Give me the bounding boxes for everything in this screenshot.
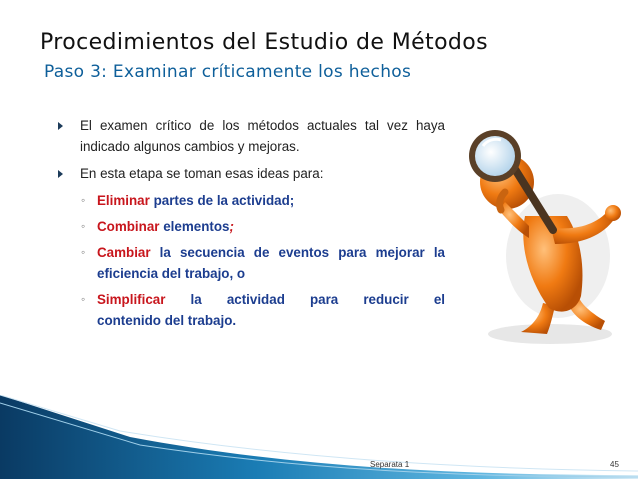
- triangle-bullet-icon: [58, 170, 63, 178]
- sub-bullet-item: [55, 289, 445, 310]
- action-verb: Combinar: [97, 219, 160, 234]
- punctuation: ;: [229, 219, 234, 234]
- circle-bullet-icon: ◦: [81, 245, 86, 259]
- slide-content: [55, 115, 445, 336]
- sub-bullet-continuation: [55, 310, 445, 331]
- circle-bullet-icon: ◦: [81, 219, 86, 233]
- action-object: la actividad para reducir el: [165, 292, 445, 307]
- action-object: elementos: [159, 219, 230, 234]
- bullet-text: El examen crítico de los métodos actuales tal vez haya indicado algunos cambios y mejoras.: [80, 118, 445, 154]
- action-verb: Simplificar: [97, 292, 166, 307]
- action-verb: Eliminar: [97, 193, 150, 208]
- footer-decoration: [0, 395, 638, 479]
- page-number: 45: [610, 460, 619, 469]
- triangle-bullet-icon: [58, 122, 63, 130]
- circle-bullet-icon: ◦: [81, 292, 86, 306]
- action-object: partes de la actividad;: [149, 193, 295, 208]
- bullet-item: [55, 163, 445, 184]
- slide-title: Procedimientos del Estudio de Métodos: [40, 30, 489, 55]
- sub-bullet-item: [55, 216, 445, 237]
- sub-bullet-item: [55, 242, 445, 284]
- bullet-text: En esta etapa se toman esas ideas para:: [80, 166, 324, 181]
- action-object: la secuencia de eventos para mejorar la eficiencia del trabajo, o: [97, 245, 445, 281]
- footer-label: Separata 1: [370, 460, 410, 469]
- bullet-item: [55, 115, 445, 157]
- action-verb: Cambiar: [97, 245, 151, 260]
- action-object: contenido del trabajo.: [97, 313, 237, 328]
- circle-bullet-icon: ◦: [81, 193, 86, 207]
- person-with-magnifying-glass-icon: [455, 118, 625, 348]
- slide-subtitle: Paso 3: Examinar críticamente los hechos: [44, 62, 412, 82]
- sub-bullet-item: [55, 190, 445, 211]
